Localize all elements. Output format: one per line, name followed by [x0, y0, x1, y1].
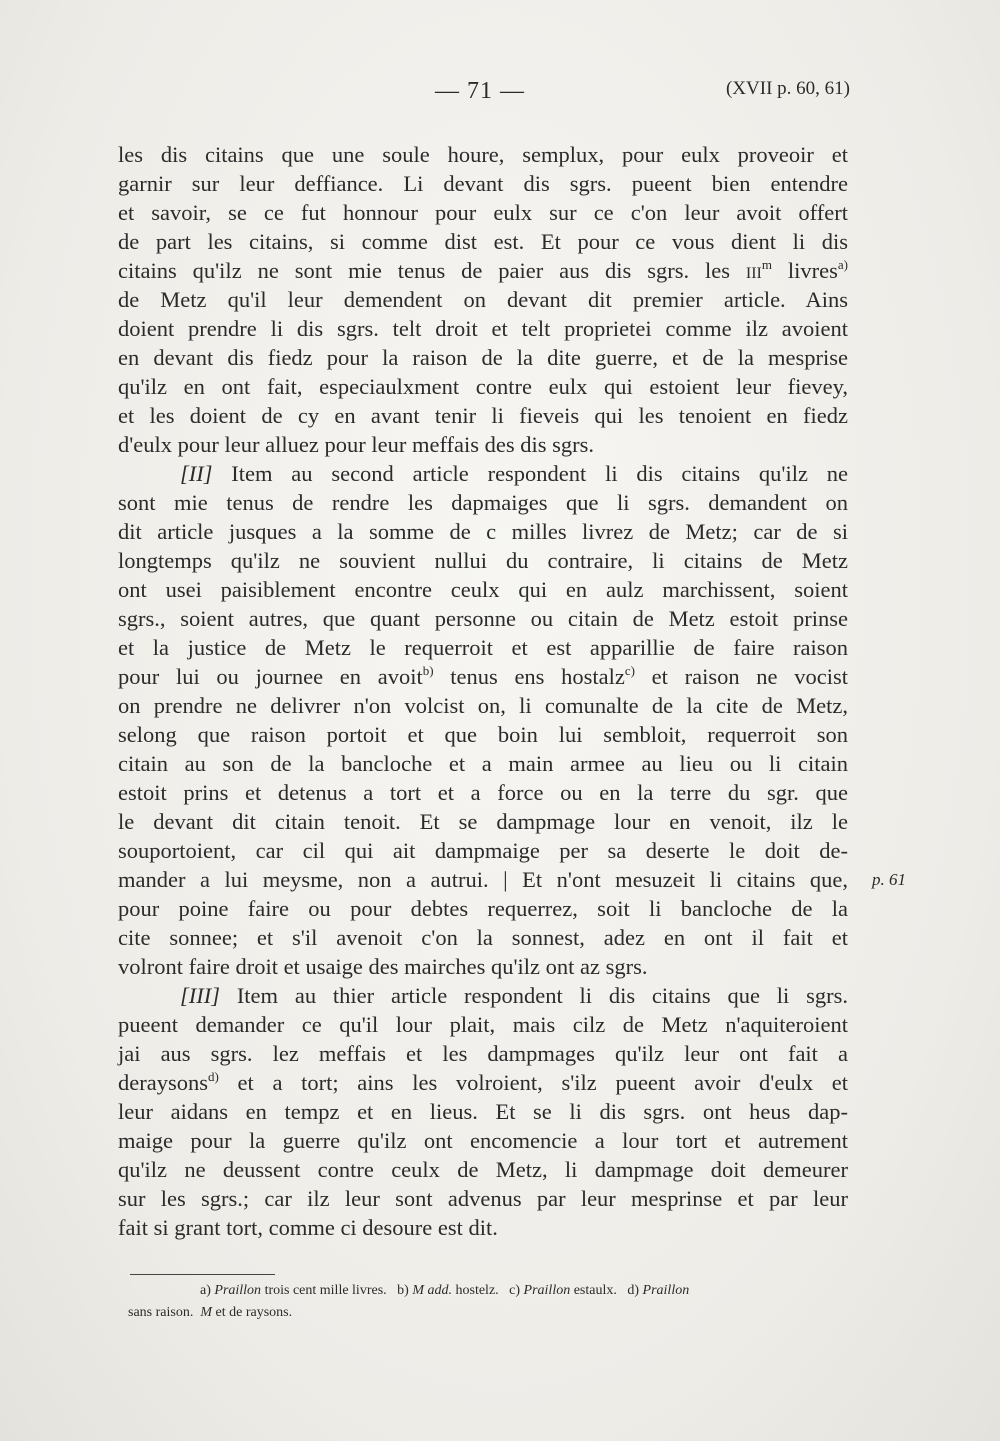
- footnote-source: Praillon: [523, 1283, 571, 1298]
- text-line: doient prendre li dis sgrs. telt droit et telt proprietei comme ilz avoient: [118, 316, 848, 341]
- line-segment: citains qu'ilz ne sont mie tenus de paier aus dis sgrs. les: [118, 258, 746, 283]
- text-line: souportoient, car cil qui ait dampmaige per sa deserte le doit de-: [118, 838, 848, 863]
- line-segment: deraysons: [118, 1070, 208, 1095]
- line-segment: et raison ne vocist: [634, 664, 848, 689]
- text-line: de Metz qu'il leur demendent on devant dit premier article. Ains: [118, 287, 848, 312]
- text-line: maige pour la guerre qu'ilz ont encomencie a lour tort et autrement: [118, 1128, 848, 1153]
- page-number: — 71 —: [435, 78, 525, 104]
- line-segment: pour lui ou journee en avoit: [118, 664, 423, 689]
- text-line: et les doient de cy en avant tenir li fieveis qui les tenoient en fiedz: [118, 403, 848, 428]
- footnote-text: et de raysons.: [212, 1305, 293, 1320]
- text-line: dit article jusques a la somme de c milles livrez de Metz; car de si: [118, 519, 848, 544]
- footnote-text: hostelz.: [452, 1283, 499, 1298]
- text-line: [118, 662, 848, 691]
- text-line: selong que raison portoit et que boin lui sembloit, requerroit son: [118, 722, 848, 747]
- footnote-marker: a): [837, 257, 848, 272]
- footnote-label: b): [397, 1283, 409, 1298]
- section-number: [II]: [180, 461, 213, 486]
- footnote-source: Praillon: [214, 1283, 262, 1298]
- line-segment: et a tort; ains les volroient, s'ilz pueent avoir d'eulx et: [218, 1070, 848, 1095]
- text-line: garnir sur leur deffiance. Li devant dis sgrs. pueent bien entendre: [118, 171, 848, 196]
- footnote-rule: [130, 1274, 275, 1275]
- footnote-label: c): [509, 1283, 521, 1298]
- text-line: sont mie tenus de rendre les dapmaiges que li sgrs. demandent on: [118, 490, 848, 515]
- footnote-text: estaulx.: [570, 1283, 617, 1298]
- text-line: jai aus sgrs. lez meffais et les dampmages qu'ilz leur ont fait a: [118, 1041, 848, 1066]
- text-line: on prendre ne delivrer n'on volcist on, li comunalte de la cite de Metz,: [118, 693, 848, 718]
- text-line: [118, 1068, 848, 1097]
- footnote-marker: b): [422, 663, 434, 678]
- footnote-line: [128, 1302, 858, 1324]
- roman-numeral: iii: [745, 258, 762, 283]
- footnote-source: M: [200, 1305, 212, 1320]
- text-line: pour poine faire ou pour debtes requerrez, soit li bancloche de la: [118, 896, 848, 921]
- text-line: cite sonnee; et s'il avenoit c'on la sonnest, adez en ont il fait et: [118, 925, 848, 950]
- text-line: volront faire droit et usaige des mairches qu'ilz ont az sgrs.: [118, 954, 648, 979]
- text-line: ont usei paisiblement encontre ceulx qui en aulz marchissent, soient: [118, 577, 848, 602]
- text-line: sur les sgrs.; car ilz leur sont advenus par leur mesprinse et par leur: [118, 1186, 848, 1211]
- line-segment: Item au second article respondent li dis citains qu'ilz ne: [212, 461, 848, 486]
- text-line: [118, 256, 848, 285]
- line-segment: tenus ens hostalz: [433, 664, 625, 689]
- body-text: [118, 140, 848, 1242]
- text-line: qu'ilz ne deussent contre ceulx de Metz, li dampmage doit demeurer: [118, 1157, 848, 1182]
- text-line: leur aidans en tempz et en lieus. Et se li dis sgrs. ont heus dap-: [118, 1099, 848, 1124]
- footnote-source: M add.: [412, 1283, 452, 1298]
- text-line: et savoir, se ce fut honnour pour eulx sur ce c'on leur avoit offert: [118, 200, 848, 225]
- text-line: pueent demander ce qu'il lour plait, mais cilz de Metz n'aquiteroient: [118, 1012, 848, 1037]
- text-line: en devant dis fiedz pour la raison de la dite guerre, et de la mesprise: [118, 345, 848, 370]
- text-line: [118, 459, 848, 488]
- page-reference: (XVII p. 60, 61): [725, 78, 850, 99]
- line-segment: Item au thier article respondent li dis citains que li sgrs.: [220, 983, 848, 1008]
- footnote-line: [128, 1280, 858, 1302]
- footnote-text: trois cent mille livres.: [261, 1283, 387, 1298]
- line-segment: livres: [771, 258, 838, 283]
- footnote-marker: c): [624, 663, 635, 678]
- footnote-label: d): [627, 1283, 640, 1298]
- text-line: qu'ilz en ont fait, especiaulxment contre eulx qui estoient leur fievey,: [118, 374, 848, 399]
- footnote-label: a): [200, 1283, 211, 1298]
- section-number: [III]: [180, 983, 220, 1008]
- text-line: estoit prins et detenus a tort et a force ou en la terre du sgr. que: [118, 780, 848, 805]
- footnote-marker: d): [207, 1069, 219, 1084]
- footnote-source: Praillon: [642, 1283, 690, 1298]
- text-line: longtemps qu'ilz ne souvient nullui du contraire, li citains de Metz: [118, 548, 848, 573]
- text-line: citain au son de la bancloche et a main armee au lieu ou li citain: [118, 751, 848, 776]
- text-line: les dis citains que une soule houre, semplux, pour eulx proveoir et: [118, 142, 848, 167]
- superscript: m: [761, 257, 772, 272]
- footnotes: [128, 1280, 858, 1324]
- text-line: fait si grant tort, comme ci desoure est dit.: [118, 1215, 498, 1240]
- text-line: et la justice de Metz le requerroit et est apparillie de faire raison: [118, 635, 848, 660]
- text-line: [118, 981, 848, 1010]
- margin-page-note: p. 61: [872, 870, 906, 889]
- text-line: sgrs., soient autres, que quant personne ou citain de Metz estoit prinse: [118, 606, 848, 631]
- text-line: de part les citains, si comme dist est. Et pour ce vous dient li dis: [118, 229, 848, 254]
- footnote-text: sans raison.: [128, 1305, 194, 1320]
- text-line: le devant dit citain tenoit. Et se dampmage lour en venoit, ilz le: [118, 809, 848, 834]
- text-line: d'eulx pour leur alluez pour leur meffais des dis sgrs.: [118, 432, 595, 457]
- text-line: mander a lui meysme, non a autrui. | Et n'ont mesuzeit li citains que,: [118, 867, 848, 892]
